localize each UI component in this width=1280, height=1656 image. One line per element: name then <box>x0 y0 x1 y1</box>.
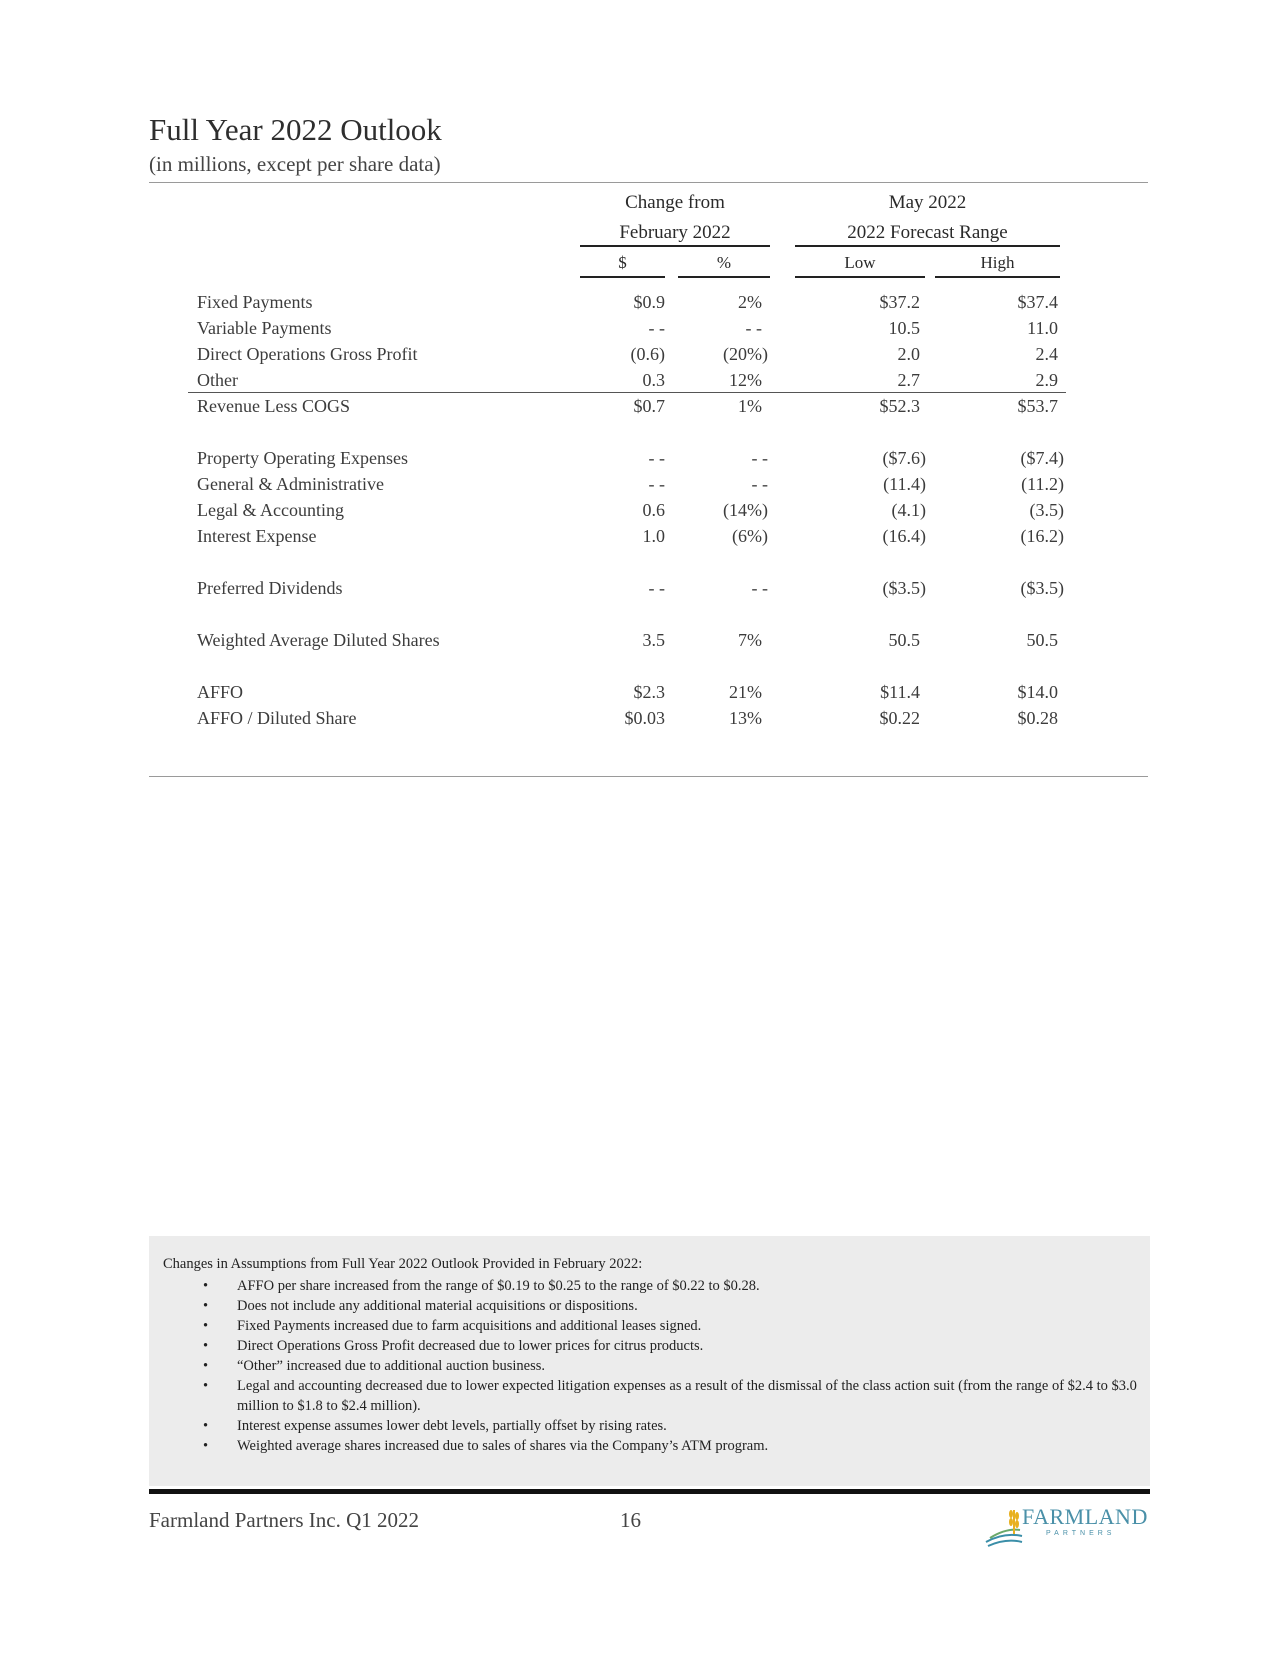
title-divider <box>149 182 1148 183</box>
row-high: 50.5 <box>1026 630 1058 650</box>
dollar-underline <box>580 276 665 278</box>
row-high: ($7.4) <box>1020 448 1064 468</box>
row-high: $14.0 <box>1017 682 1058 702</box>
page-number: 16 <box>620 1508 641 1532</box>
low-underline <box>795 276 925 278</box>
row-low: $11.4 <box>880 682 920 702</box>
note-item: • AFFO per share increased from the range of $0.19 to $0.25 to the range of $0.22 to $0.28. <box>149 1276 1149 1296</box>
header-low: Low <box>844 253 876 272</box>
row-label: Legal & Accounting <box>197 500 344 520</box>
row-change-percent: - - <box>751 448 768 468</box>
table-bottom-divider <box>149 776 1148 777</box>
row-low: $0.22 <box>879 708 920 728</box>
notes-list <box>149 1276 1149 1456</box>
header-percent: % <box>716 253 732 272</box>
note-item: • Direct Operations Gross Profit decreased due to lower prices for citrus products. <box>149 1336 1149 1356</box>
footer-company: Farmland Partners Inc. Q1 2022 <box>149 1508 420 1532</box>
row-label: Interest Expense <box>197 526 317 546</box>
logo-wordmark: FARMLAND <box>1022 1504 1148 1529</box>
row-high: 2.4 <box>1035 344 1058 364</box>
row-low: (4.1) <box>891 500 926 520</box>
row-change-dollar: - - <box>648 318 665 338</box>
row-high: $37.4 <box>1017 292 1058 312</box>
header-forecast-range: 2022 Forecast Range <box>847 222 1008 243</box>
page-subtitle: (in millions, except per share data) <box>149 152 441 176</box>
assumptions-notes-box <box>149 1236 1150 1486</box>
row-low: 50.5 <box>888 630 920 650</box>
group2-underline <box>795 245 1060 247</box>
group1-underline <box>580 245 770 247</box>
note-item: • Legal and accounting decreased due to lower expected litigation expenses as a result of the dismissal of the class action suit (from the range of $2.4 to $3.0 million to $1.8 to $2.4 million). <box>149 1376 1149 1416</box>
row-change-percent: 2% <box>738 292 762 312</box>
page-title: Full Year 2022 Outlook <box>149 112 442 147</box>
row-label: Fixed Payments <box>197 292 313 312</box>
row-low: 10.5 <box>888 318 920 338</box>
row-change-percent: 7% <box>738 630 762 650</box>
wheat-icon <box>984 1502 1024 1548</box>
row-change-dollar: $0.03 <box>624 708 665 728</box>
row-change-dollar: 1.0 <box>642 526 665 546</box>
row-label: Preferred Dividends <box>197 578 343 598</box>
row-change-percent: - - <box>751 578 768 598</box>
row-label: Revenue Less COGS <box>197 396 350 416</box>
notes-title: Changes in Assumptions from Full Year 2022 Outlook Provided in February 2022: <box>163 1256 643 1272</box>
note-item: • Fixed Payments increased due to farm acquisitions and additional leases signed. <box>149 1316 1149 1336</box>
row-change-dollar: $0.9 <box>633 292 665 312</box>
row-label: Variable Payments <box>197 318 332 338</box>
row-change-percent: (6%) <box>732 526 768 546</box>
row-label: General & Administrative <box>197 474 384 494</box>
logo-subtext: PARTNERS <box>1046 1530 1116 1537</box>
note-item: • Interest expense assumes lower debt levels, partially offset by rising rates. <box>149 1416 1149 1436</box>
row-change-percent: 12% <box>729 370 762 390</box>
row-label: AFFO / Diluted Share <box>197 708 357 728</box>
row-change-dollar: (0.6) <box>630 344 665 364</box>
row-high: (3.5) <box>1029 500 1064 520</box>
row-high: $53.7 <box>1017 396 1058 416</box>
row-low: ($7.6) <box>882 448 926 468</box>
header-may-2022: May 2022 <box>888 192 967 213</box>
row-low: $52.3 <box>879 396 920 416</box>
row-change-dollar: - - <box>648 474 665 494</box>
row-change-percent: - - <box>745 318 762 338</box>
row-change-dollar: 3.5 <box>642 630 665 650</box>
row-change-percent: - - <box>751 474 768 494</box>
row-change-percent: 21% <box>729 682 762 702</box>
note-item: • Weighted average shares increased due to sales of shares via the Company’s ATM program. <box>149 1436 1149 1456</box>
row-high: 2.9 <box>1035 370 1058 390</box>
row-label: AFFO <box>197 682 244 702</box>
row-change-dollar: - - <box>648 578 665 598</box>
note-item: • “Other” increased due to additional auction business. <box>149 1356 1149 1376</box>
row-change-dollar: 0.3 <box>642 370 665 390</box>
row-change-percent: (14%) <box>723 500 768 520</box>
row-change-dollar: $2.3 <box>633 682 665 702</box>
row-change-dollar: $0.7 <box>633 396 665 416</box>
header-change-from: Change from <box>625 192 725 213</box>
row-high: (16.2) <box>1020 526 1064 546</box>
row-change-dollar: 0.6 <box>642 500 665 520</box>
row-low: (16.4) <box>882 526 926 546</box>
percent-underline <box>678 276 770 278</box>
row-label: Other <box>197 370 238 390</box>
row-change-percent: 1% <box>738 396 762 416</box>
row-high: (11.2) <box>1021 474 1064 494</box>
footer-divider <box>149 1489 1150 1494</box>
row-change-dollar: - - <box>648 448 665 468</box>
high-underline <box>935 276 1060 278</box>
row-label: Property Operating Expenses <box>197 448 408 468</box>
subtotal-divider <box>188 392 1066 393</box>
row-change-percent: (20%) <box>723 344 768 364</box>
row-low: 2.0 <box>897 344 920 364</box>
row-high: 11.0 <box>1027 318 1058 338</box>
row-label: Weighted Average Diluted Shares <box>197 630 440 650</box>
header-dollar: $ <box>618 253 627 272</box>
row-label: Direct Operations Gross Profit <box>197 344 418 364</box>
row-high: ($3.5) <box>1020 578 1064 598</box>
row-change-percent: 13% <box>729 708 762 728</box>
row-high: $0.28 <box>1017 708 1058 728</box>
row-low: 2.7 <box>897 370 920 390</box>
row-low: (11.4) <box>883 474 926 494</box>
row-low: $37.2 <box>879 292 920 312</box>
row-low: ($3.5) <box>882 578 926 598</box>
note-item: • Does not include any additional material acquisitions or dispositions. <box>149 1296 1149 1316</box>
header-high: High <box>980 253 1015 272</box>
farmland-partners-logo <box>984 1500 1148 1548</box>
header-february-2022: February 2022 <box>619 222 731 243</box>
